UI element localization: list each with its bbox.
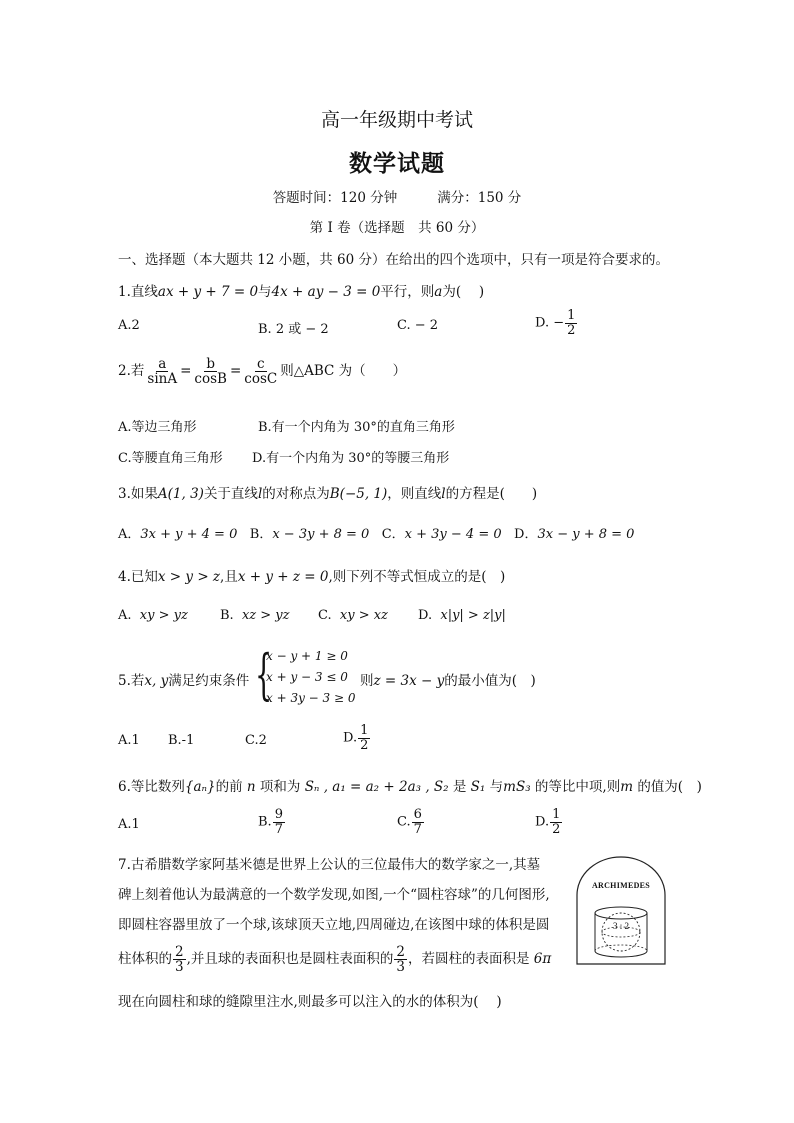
exam-school-title: 高一年级期中考试 [320,109,473,131]
q2-option-b: B.有一个内角为 30°的直角三角形 [258,420,455,435]
question-5-stem-b: 则z = 3x − y的最小值为( ) [360,673,536,689]
q5-option-c: C.2 [245,733,267,748]
question-6-stem: 6.等比数列{aₙ}的前 n 项和为 Sₙ , a₁ = a₂ + 2a₃ , S₂ 是 S₁ 与mS₃ 的等比中项,则m 的值为( ) [118,779,702,795]
q3-options: A．3x + y + 4 = 0 B．x − 3y + 8 = 0 C．x + 3y − 4 = 0 D．3x − y + 8 = 0 [118,527,635,542]
q7-line-1: 7.古希腊数学家阿基米德是世界上公认的三位最伟大的数学家之一,其墓 [118,857,541,873]
fraction: $\frac{1}{2}$ [360,723,369,753]
q6-option-a: A.1 [118,817,140,832]
q5-option-d: D. $\frac{1}{2}$ [343,723,369,753]
constraint-brace: { [255,643,273,706]
q7-line-3: 即圆柱容器里放了一个球,该球顶天立地,四周碰边,在该图中球的体积是圆 [118,917,550,933]
question-1-stem: 1.直线ax + y + 7 = 0与4x + ay − 3 = 0平行，则a为( ) [118,284,485,300]
q6-option-d: D. $\frac{1}{2}$ [535,807,561,837]
fraction: $\frac{1}{2}$ [552,807,561,837]
constraint-system: x − y + 1 ≥ 0 x + y − 3 ≤ 0 x + 3y − 3 ≥ 0 [266,649,356,705]
figure-ratio: 3 : 2 [612,921,629,931]
q7-line-4: 柱体积的 $\frac{2}{3}$ ,并且球的表面积也是圆柱表面积的 $\frac{2}{3}$ ，若圆柱的表面积是 6π [118,944,552,976]
exam-meta [0,186,794,206]
fraction: $\frac{2}{3}$ [396,944,405,976]
q1-option-a: A.2 [118,318,140,333]
q5-option-b: B.-1 [168,733,195,748]
q6-option-b: B. $\frac{9}{7}$ [258,807,283,837]
q1-option-d: D. − $\frac{1}{2}$ [535,308,576,338]
fraction: $\frac{a}{\sin A}$ [147,356,178,388]
q4-option-d: D. x|y| > z|y| [418,608,506,623]
figure-label: ARCHIMEDES [591,881,651,890]
section-instructions: 一、选择题（本大题共 12 小题，共 60 分）在给出的四个选项中，只有一项是符合要求的。 [118,252,670,268]
fraction: $\frac{c}{\cos C}$ [244,356,278,388]
q2-option-c: C.等腰直角三角形 [118,451,223,466]
tombstone-drawing [576,855,666,965]
question-5-stem-a: 5.若x, y满足约束条件 [118,673,250,689]
fraction: $\frac{b}{\cos B}$ [194,356,227,388]
q1-option-b: B. 2 或 − 2 [258,322,329,337]
fraction: $\frac{9}{7}$ [274,807,283,837]
fraction: $\frac{6}{7}$ [413,807,422,837]
question-4-stem: 4.已知x > y > z,且x + y + z = 0,则下列不等式恒成立的是( ) [118,569,506,585]
question-3-stem: 3.如果A(1, 3)关于直线l的对称点为B(−5, 1)，则直线l的方程是( ) [118,486,538,502]
q7-line-2: 碑上刻着他认为最满意的一个数学发现,如图,一个“圆柱容球”的几何图形, [118,887,550,903]
q1-line-eq-1: ax + y + 7 = 0 [157,284,259,300]
q7-line-5: 现在向圆柱和球的缝隙里注水,则最多可以注入的水的体积为( ) [118,994,502,1010]
q1-line-eq-2: 4x + ay − 3 = 0 [271,284,381,300]
question-2-stem: 2.若 $\frac{a}{\sin A}$ = $\frac{b}{\cos B}$ = $\frac{c}{\cos C}$ 则△ABC 为（ ） [118,356,407,388]
q2-option-a: A.等边三角形 [118,420,197,435]
q4-option-c: C. xy > xz [318,608,388,623]
q1-option-c: C. − 2 [397,318,439,333]
score-info: 满分：150 分 [437,190,522,206]
q6-option-c: C. $\frac{6}{7}$ [397,807,422,837]
q2-option-d: D.有一个内角为 30°的等腰三角形 [252,451,450,466]
archimedes-figure [576,855,666,965]
fraction: $\frac{2}{3}$ [175,944,184,976]
exam-subject-title: 数学试题 [349,150,445,177]
q5-option-a: A.1 [118,733,140,748]
part-title: 第 I 卷（选择题 共 60 分） [309,220,485,236]
fraction: $\frac{1}{2}$ [567,308,576,338]
time-info: 答题时间：120 分钟 [272,190,398,206]
q4-option-a: A. xy > yz [118,608,188,623]
q4-option-b: B. xz > yz [220,608,290,623]
